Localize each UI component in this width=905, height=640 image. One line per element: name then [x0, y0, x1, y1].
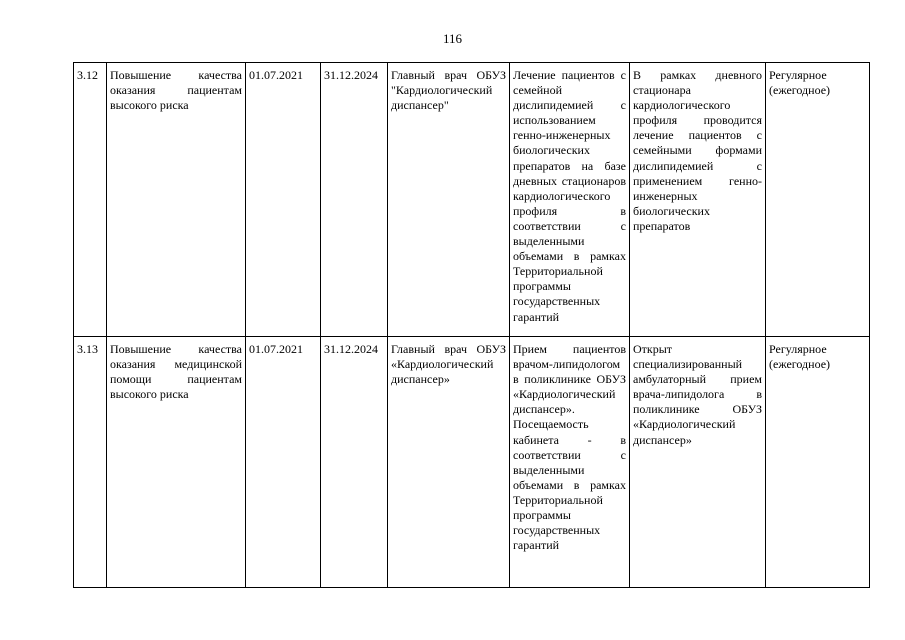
expected-result: Прием пациентов врачом-липидологом в поликлинике ОБУЗ «Кардиологический диспансер». Посещаемость кабинета - в соответствии с выделенными объемами в рамках Территориальной программы государственных гарантий: [510, 337, 630, 588]
responsible-person: Главный врач ОБУЗ «Кардиологический диспансер»: [388, 337, 510, 588]
table-row: [74, 63, 870, 337]
measure-name: Повышение качества оказания медицинской помощи пациентам высокого риска: [107, 337, 246, 588]
start-date: 01.07.2021: [246, 63, 321, 337]
expected-result: Лечение пациентов с семейной дислипидемией с использованием генно-инженерных биологических препаратов на базе дневных стационаров кардиологического профиля в соответствии с выделенными объемами в рамках Территориальной программы государственных гарантий: [510, 63, 630, 337]
frequency: Регулярное (ежегодное): [766, 337, 870, 588]
measure-name: Повышение качества оказания пациентам высокого риска: [107, 63, 246, 337]
start-date: 01.07.2021: [246, 337, 321, 588]
responsible-person: Главный врач ОБУЗ "Кардиологический диспансер": [388, 63, 510, 337]
frequency: Регулярное (ежегодное): [766, 63, 870, 337]
table-row: [74, 337, 870, 588]
row-number: 3.13: [74, 337, 107, 588]
page-number: 116: [442, 31, 463, 46]
measures-table: [73, 62, 870, 588]
end-date: 31.12.2024: [321, 63, 388, 337]
result-characteristic: В рамках дневного стационара кардиологического профиля проводится лечение пациентов с семейными формами дислипидемией с применением генно-инженерных биологических препаратов: [630, 63, 766, 337]
row-number: 3.12: [74, 63, 107, 337]
end-date: 31.12.2024: [321, 337, 388, 588]
result-characteristic: Открыт специализированный амбулаторный прием врача-липидолога в поликлинике ОБУЗ «Кардиологический диспансер»: [630, 337, 766, 588]
